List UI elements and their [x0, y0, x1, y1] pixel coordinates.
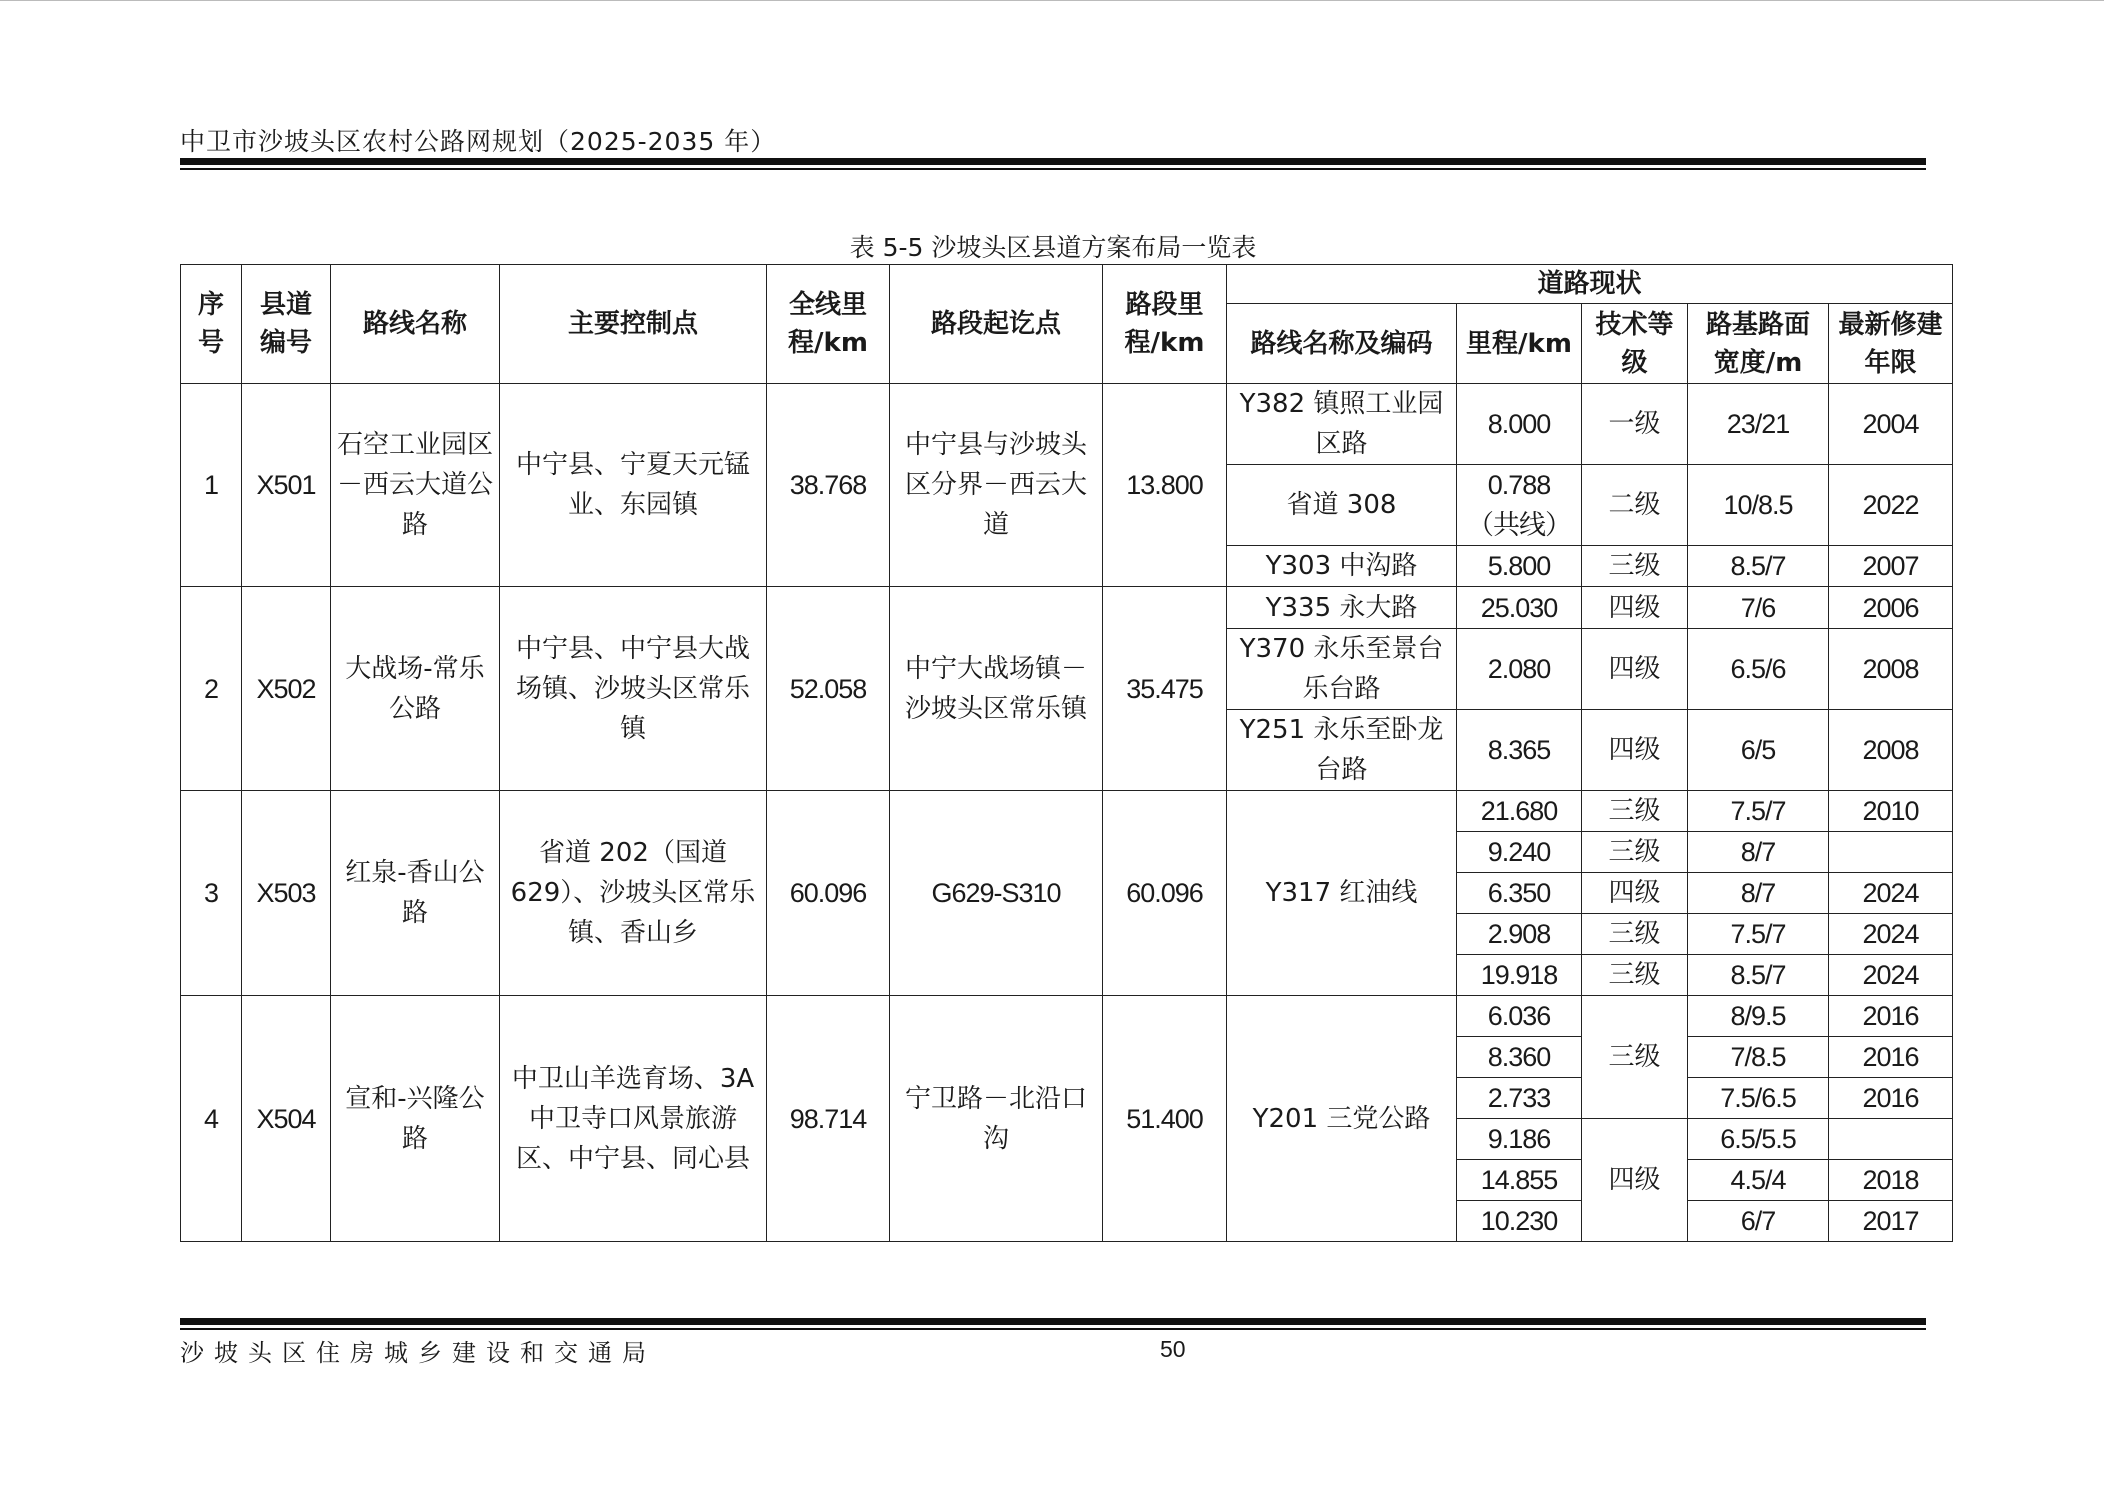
cell-status-km: 14.855 — [1457, 1160, 1582, 1201]
cell-name: 红泉-香山公路 — [331, 791, 500, 996]
cell-seq: 2 — [181, 587, 242, 791]
cell-status-width: 10/8.5 — [1688, 465, 1829, 546]
header-status-km: 里程/km — [1457, 304, 1582, 384]
cell-control: 省道 202（国道 629）、沙坡头区常乐镇、香山乡 — [500, 791, 767, 996]
cell-status-km: 9.186 — [1457, 1119, 1582, 1160]
cell-status-grade: 四级 — [1582, 629, 1688, 710]
cell-seq: 4 — [181, 996, 242, 1242]
cell-road-no: X504 — [242, 996, 331, 1242]
cell-status-year — [1829, 1119, 1953, 1160]
cell-status-km: 9.240 — [1457, 832, 1582, 873]
footer-rule-thin — [180, 1328, 1926, 1330]
page-edge — [0, 0, 2104, 1]
cell-status-width: 8.5/7 — [1688, 546, 1829, 587]
cell-status-km: 0.788（共线） — [1457, 465, 1582, 546]
cell-status-name: Y382 镇照工业园区路 — [1227, 384, 1457, 465]
cell-status-km: 5.800 — [1457, 546, 1582, 587]
cell-status-grade: 三级 — [1582, 832, 1688, 873]
header-road-no: 县道编号 — [242, 265, 331, 384]
cell-status-grade: 三级 — [1582, 791, 1688, 832]
cell-status-km: 8.365 — [1457, 710, 1582, 791]
cell-seq: 1 — [181, 384, 242, 587]
cell-status-name: Y251 永乐至卧龙台路 — [1227, 710, 1457, 791]
cell-status-width: 7/6 — [1688, 587, 1829, 629]
cell-status-grade: 三级 — [1582, 996, 1688, 1119]
cell-status-year: 2006 — [1829, 587, 1953, 629]
cell-road-no: X502 — [242, 587, 331, 791]
cell-status-year: 2010 — [1829, 791, 1953, 832]
page-number: 50 — [1160, 1336, 1186, 1362]
table-row — [181, 791, 1953, 832]
cell-status-year: 2024 — [1829, 914, 1953, 955]
cell-status-name: Y370 永乐至景台乐台路 — [1227, 629, 1457, 710]
cell-status-grade: 二级 — [1582, 465, 1688, 546]
cell-status-year: 2016 — [1829, 996, 1953, 1037]
header-section: 路段起讫点 — [890, 265, 1103, 384]
cell-control: 中宁县、宁夏天元锰业、东园镇 — [500, 384, 767, 587]
cell-status-width: 7.5/7 — [1688, 914, 1829, 955]
cell-status-km: 2.080 — [1457, 629, 1582, 710]
cell-seq: 3 — [181, 791, 242, 996]
cell-status-grade: 四级 — [1582, 587, 1688, 629]
cell-status-km: 21.680 — [1457, 791, 1582, 832]
cell-status-year: 2024 — [1829, 873, 1953, 914]
cell-status-width: 7.5/7 — [1688, 791, 1829, 832]
cell-status-km: 6.350 — [1457, 873, 1582, 914]
cell-status-width: 6/5 — [1688, 710, 1829, 791]
cell-status-year: 2024 — [1829, 955, 1953, 996]
cell-status-km: 8.000 — [1457, 384, 1582, 465]
cell-section-km: 35.475 — [1103, 587, 1227, 791]
footer-rule-thick — [180, 1318, 1926, 1325]
footer-organization: 沙坡头区住房城乡建设和交通局 — [180, 1339, 656, 1367]
cell-status-width: 6.5/6 — [1688, 629, 1829, 710]
cell-status-grade: 三级 — [1582, 914, 1688, 955]
cell-status-width: 7/8.5 — [1688, 1037, 1829, 1078]
cell-status-grade: 四级 — [1582, 710, 1688, 791]
cell-status-width: 7.5/6.5 — [1688, 1078, 1829, 1119]
cell-status-year: 2018 — [1829, 1160, 1953, 1201]
cell-status-width: 8/7 — [1688, 832, 1829, 873]
cell-section-km: 13.800 — [1103, 384, 1227, 587]
table-row — [181, 384, 1953, 465]
page-header-title: 中卫市沙坡头区农村公路网规划（2025-2035 年） — [180, 127, 777, 156]
cell-status-grade: 四级 — [1582, 873, 1688, 914]
header-rule-thin — [180, 168, 1926, 170]
header-total-km: 全线里程/km — [767, 265, 890, 384]
header-rule-thick — [180, 158, 1926, 165]
header-status-grade: 技术等级 — [1582, 304, 1688, 384]
cell-status-year: 2016 — [1829, 1078, 1953, 1119]
cell-total-km: 38.768 — [767, 384, 890, 587]
header-status-name: 路线名称及编码 — [1227, 304, 1457, 384]
header-status-group: 道路现状 — [1227, 265, 1953, 304]
cell-status-year: 2017 — [1829, 1201, 1953, 1242]
cell-status-year — [1829, 832, 1953, 873]
table-row — [181, 587, 1953, 629]
cell-total-km: 98.714 — [767, 996, 890, 1242]
cell-status-year: 2007 — [1829, 546, 1953, 587]
cell-status-km: 2.733 — [1457, 1078, 1582, 1119]
cell-status-km: 2.908 — [1457, 914, 1582, 955]
cell-status-width: 8.5/7 — [1688, 955, 1829, 996]
cell-name: 石空工业园区－西云大道公路 — [331, 384, 500, 587]
cell-status-year: 2016 — [1829, 1037, 1953, 1078]
cell-status-name: 省道 308 — [1227, 465, 1457, 546]
header-name: 路线名称 — [331, 265, 500, 384]
table-row — [181, 996, 1953, 1037]
cell-road-no: X503 — [242, 791, 331, 996]
cell-road-no: X501 — [242, 384, 331, 587]
cell-status-km: 6.036 — [1457, 996, 1582, 1037]
county-road-table — [180, 264, 1953, 1242]
cell-status-width: 6.5/5.5 — [1688, 1119, 1829, 1160]
cell-status-km: 10.230 — [1457, 1201, 1582, 1242]
cell-status-name: Y317 红油线 — [1227, 791, 1457, 996]
cell-status-name: Y303 中沟路 — [1227, 546, 1457, 587]
cell-status-width: 4.5/4 — [1688, 1160, 1829, 1201]
cell-status-km: 19.918 — [1457, 955, 1582, 996]
cell-status-name: Y335 永大路 — [1227, 587, 1457, 629]
cell-section: 中宁县与沙坡头区分界－西云大道 — [890, 384, 1103, 587]
cell-status-km: 8.360 — [1457, 1037, 1582, 1078]
cell-status-km: 25.030 — [1457, 587, 1582, 629]
cell-section: 中宁大战场镇－沙坡头区常乐镇 — [890, 587, 1103, 791]
header-status-year: 最新修建年限 — [1829, 304, 1953, 384]
cell-status-year: 2022 — [1829, 465, 1953, 546]
cell-total-km: 52.058 — [767, 587, 890, 791]
header-control: 主要控制点 — [500, 265, 767, 384]
cell-status-name: Y201 三党公路 — [1227, 996, 1457, 1242]
cell-status-year: 2004 — [1829, 384, 1953, 465]
cell-section: 宁卫路－北沿口沟 — [890, 996, 1103, 1242]
header-seq: 序号 — [181, 265, 242, 384]
cell-status-width: 8/9.5 — [1688, 996, 1829, 1037]
header-section-km: 路段里程/km — [1103, 265, 1227, 384]
cell-section: G629-S310 — [890, 791, 1103, 996]
cell-control: 中宁县、中宁县大战场镇、沙坡头区常乐镇 — [500, 587, 767, 791]
cell-name: 宣和-兴隆公路 — [331, 996, 500, 1242]
cell-status-grade: 三级 — [1582, 546, 1688, 587]
header-status-width: 路基路面宽度/m — [1688, 304, 1829, 384]
cell-status-width: 23/21 — [1688, 384, 1829, 465]
table-caption: 表 5-5 沙坡头区县道方案布局一览表 — [849, 233, 1257, 262]
cell-status-year: 2008 — [1829, 629, 1953, 710]
cell-status-width: 6/7 — [1688, 1201, 1829, 1242]
cell-status-grade: 三级 — [1582, 955, 1688, 996]
cell-section-km: 51.400 — [1103, 996, 1227, 1242]
cell-name: 大战场-常乐公路 — [331, 587, 500, 791]
cell-section-km: 60.096 — [1103, 791, 1227, 996]
cell-status-year: 2008 — [1829, 710, 1953, 791]
cell-status-grade: 四级 — [1582, 1119, 1688, 1242]
cell-control: 中卫山羊选育场、3A 中卫寺口风景旅游区、中宁县、同心县 — [500, 996, 767, 1242]
cell-status-grade: 一级 — [1582, 384, 1688, 465]
cell-status-width: 8/7 — [1688, 873, 1829, 914]
cell-total-km: 60.096 — [767, 791, 890, 996]
